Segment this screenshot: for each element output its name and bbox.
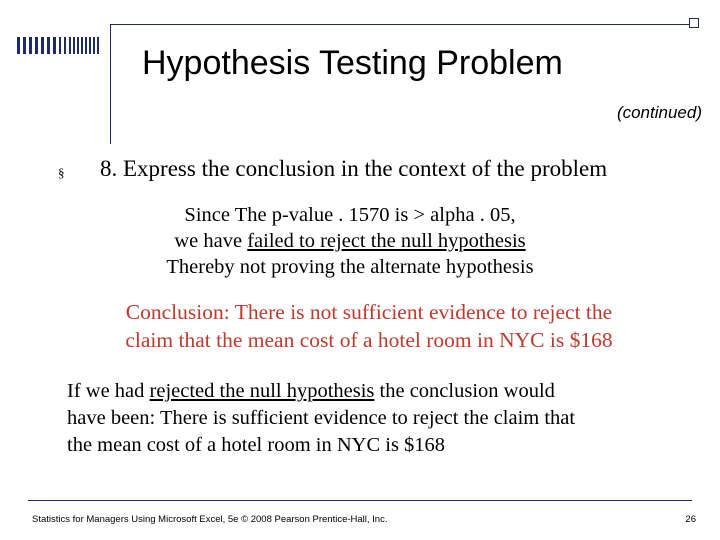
- page-number: 26: [685, 514, 696, 525]
- para1-line2: [110, 228, 590, 254]
- left-guide-line: [110, 24, 111, 144]
- conclusion-line2: claim that the mean cost of a hotel room in NYC is $168: [125, 328, 613, 352]
- bullet-icon: §: [58, 165, 65, 180]
- para2-line1-prefix: If we had: [67, 380, 150, 402]
- para2-line3: the mean cost of a hotel room in NYC is $168: [67, 434, 446, 456]
- footer-citation: Statistics for Managers Using Microsoft Excel, 5e © 2008 Pearson Prentice-Hall, Inc.: [32, 514, 388, 525]
- slide-title: Hypothesis Testing Problem: [142, 44, 563, 82]
- para1-line3-text: Thereby not proving the alternate hypothesis: [166, 256, 534, 278]
- para2-line1-suffix: the conclusion would: [374, 380, 555, 402]
- fail-to-reject-phrase: failed to reject the null hypothesis: [247, 230, 526, 252]
- slide-subtitle: (continued): [616, 103, 702, 122]
- footer-divider: [28, 500, 692, 501]
- top-corner-square: [689, 18, 699, 28]
- conclusion-line1: Conclusion: There is not sufficient evidence to reject the: [125, 300, 613, 324]
- para1-line1: Since The p-value . 1570 is > alpha . 05,: [184, 204, 516, 226]
- step-heading: 8. Express the conclusion in the context of the problem: [100, 156, 608, 181]
- top-border-line: [110, 24, 690, 25]
- para1-line3: [110, 254, 590, 280]
- para2-line2: have been: There is sufficient evidence to reject the claim that: [67, 407, 576, 429]
- alternative-conclusion: [67, 378, 687, 459]
- para1-line2-prefix: we have: [174, 230, 248, 252]
- p-value-explanation: [110, 202, 590, 280]
- conclusion-statement: [74, 298, 664, 354]
- para2-line1: [67, 378, 687, 405]
- rejected-null-phrase: rejected the null hypothesis: [149, 380, 375, 402]
